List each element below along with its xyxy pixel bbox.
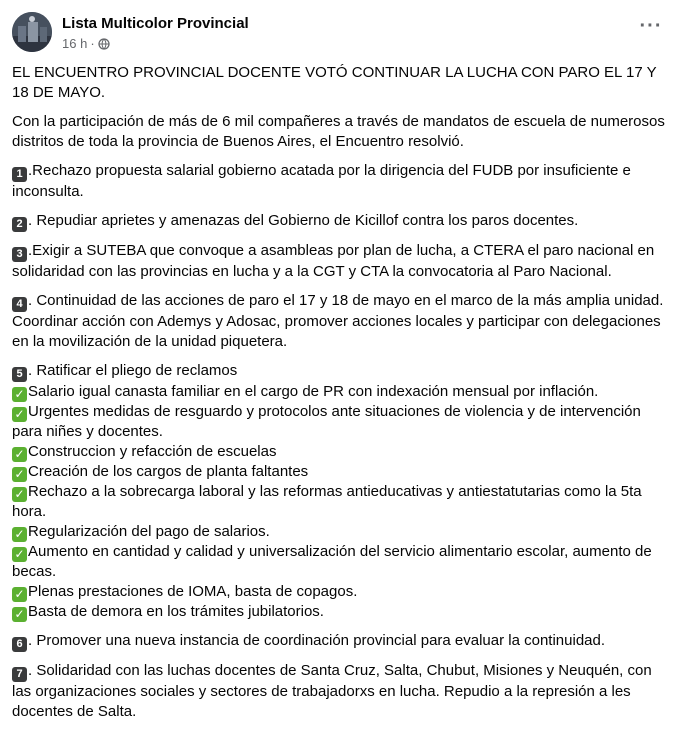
demand-text: Construccion y refacción de escuelas xyxy=(28,443,277,460)
check-mark-icon: ✓ xyxy=(12,527,27,542)
post-header xyxy=(12,12,663,56)
point-text: . Promover una nueva instancia de coordinación provincial para evaluar la continuidad. xyxy=(28,632,606,649)
demand-item xyxy=(12,522,665,542)
point-text: . Solidaridad con las luchas docentes de Santa Cruz, Salta, Chubut, Misiones y Neuquén, con las organizaciones sociales y sectores de trabajadorxs en lucha. Repudio a la represión a les docentes de Salta. xyxy=(12,662,652,720)
check-mark-icon: ✓ xyxy=(12,467,27,482)
point-text: .Rechazo propuesta salarial gobierno acatada por la dirigencia del FUDB por insuficiente e inconsulta. xyxy=(12,162,631,200)
demand-item xyxy=(12,402,665,442)
demand-item xyxy=(12,582,665,602)
point-1 xyxy=(12,161,665,202)
keycap-1-icon: 1 xyxy=(12,167,27,182)
demand-text: Aumento en cantidad y calidad y universalización del servicio alimentario escolar, aumento de becas. xyxy=(12,543,652,580)
check-mark-icon: ✓ xyxy=(12,587,27,602)
keycap-4-icon: 4 xyxy=(12,297,27,312)
check-mark-icon: ✓ xyxy=(12,447,27,462)
post-timestamp[interactable]: 16 h xyxy=(62,36,88,51)
post-title: EL ENCUENTRO PROVINCIAL DOCENTE VOTÓ CONTINUAR LA LUCHA CON PARO EL 17 Y 18 DE MAYO. xyxy=(12,64,657,101)
point-text: . Continuidad de las acciones de paro el 17 y 18 de mayo en el marco de la más amplia unidad. Coordinar acción con Ademys y Adosac, promover acciones locales y participar con delegaciones en la movilización de la unidad piquetera. xyxy=(12,292,664,350)
point-text: . Repudiar aprietes y amenazas del Gobierno de Kicillof contra los paros docentes. xyxy=(28,212,579,229)
globe-icon[interactable] xyxy=(98,38,110,50)
more-options-icon[interactable]: ··· xyxy=(639,15,663,37)
post-meta xyxy=(62,36,110,51)
demand-text: Regularización del pago de salarios. xyxy=(28,523,270,540)
post-author[interactable]: Lista Multicolor Provincial xyxy=(62,15,249,32)
keycap-3-icon: 3 xyxy=(12,247,27,262)
demand-item xyxy=(12,542,665,582)
point-5-heading xyxy=(12,361,665,382)
demand-text: Rechazo a la sobrecarga laboral y las reformas antieducativas y antiestatutarias como la 5ta hora. xyxy=(12,483,642,520)
point-5 xyxy=(12,361,665,622)
point-3 xyxy=(12,241,665,282)
keycap-2-icon: 2 xyxy=(12,217,27,232)
meta-separator: · xyxy=(90,36,95,51)
point-7 xyxy=(12,661,665,722)
demand-item xyxy=(12,382,665,402)
keycap-6-icon: 6 xyxy=(12,637,27,652)
avatar-image-icon xyxy=(12,12,52,52)
demand-text: Basta de demora en los trámites jubilatorios. xyxy=(28,603,324,620)
check-mark-icon: ✓ xyxy=(12,547,27,562)
check-mark-icon: ✓ xyxy=(12,387,27,402)
demand-text: Plenas prestaciones de IOMA, basta de copagos. xyxy=(28,583,358,600)
demand-item xyxy=(12,602,665,622)
point-text: . Ratificar el pliego de reclamos xyxy=(28,362,238,379)
point-4 xyxy=(12,291,665,352)
keycap-5-icon: 5 xyxy=(12,367,27,382)
demand-item xyxy=(12,442,665,462)
check-mark-icon: ✓ xyxy=(12,407,27,422)
point-6 xyxy=(12,631,665,652)
check-mark-icon: ✓ xyxy=(12,607,27,622)
demand-item xyxy=(12,482,665,522)
demand-text: Urgentes medidas de resguardo y protocolos ante situaciones de violencia y de intervención para niñes y docentes. xyxy=(12,403,641,440)
demand-text: Salario igual canasta familiar en el cargo de PR con indexación mensual por inflación. xyxy=(28,383,599,400)
post-body xyxy=(12,63,665,731)
post-intro: Con la participación de más de 6 mil compañeres a través de mandatos de escuela de numerosos distritos de toda la provincia de Buenos Aires, el Encuentro resolvió. xyxy=(12,113,665,150)
demand-text: Creación de los cargos de planta faltantes xyxy=(28,463,309,480)
point-2 xyxy=(12,211,665,232)
demand-item xyxy=(12,462,665,482)
avatar[interactable] xyxy=(12,12,52,52)
keycap-7-icon: 7 xyxy=(12,667,27,682)
point-text: .Exigir a SUTEBA que convoque a asambleas por plan de lucha, a CTERA el paro nacional en solidaridad con las provincias en lucha y a la CGT y CTA la convocatoria al Paro Nacional. xyxy=(12,242,655,280)
check-mark-icon: ✓ xyxy=(12,487,27,502)
